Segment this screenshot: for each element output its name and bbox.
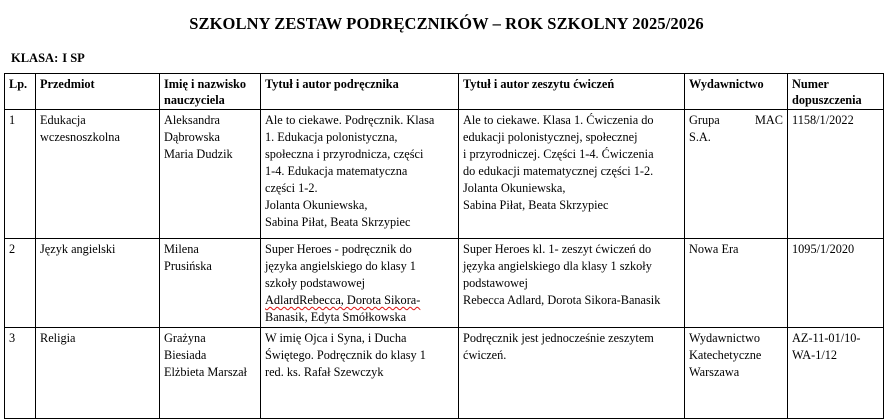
cell-line: podstawowej (463, 276, 528, 290)
table-row (5, 239, 884, 328)
cell-line: AZ-11-01/10- (792, 331, 861, 345)
cell-line: języka angielskiego dla klasy 1 szkoły (463, 259, 652, 273)
cell-teacher (160, 328, 261, 419)
cell-publisher (685, 328, 788, 419)
publisher-word: Grupa (689, 113, 720, 127)
class-label-key: KLASA: (11, 51, 59, 65)
cell-line: Jolanta Okuniewska, (265, 198, 368, 212)
cell-line: Wydawnictwo (689, 331, 760, 345)
cell-line: Religia (40, 331, 76, 345)
cell-line: Maria Dudzik (164, 147, 233, 161)
cell-lp: 3 (5, 328, 36, 419)
header-approval-number (788, 74, 884, 110)
cell-line: ćwiczeń. (463, 348, 507, 362)
cell-subject (36, 239, 160, 328)
cell-textbook (261, 110, 459, 239)
cell-line: i przyrodniczej. Części 1-4. Ćwiczenia (463, 147, 654, 161)
cell-line: S.A. (689, 130, 711, 144)
cell-subject (36, 328, 160, 419)
cell-line: Język angielski (40, 242, 116, 256)
cell-line: Elżbieta Marszał (164, 365, 247, 379)
page-title: SZKOLNY ZESTAW PODRĘCZNIKÓW – ROK SZKOLNY 2025/2026 (189, 14, 704, 33)
cell-textbook (261, 328, 459, 419)
publisher-word: MAC (754, 113, 783, 127)
cell-workbook (459, 239, 685, 328)
header-approval-line: dopuszczenia (792, 93, 862, 107)
cell-line: Warszawa (689, 365, 740, 379)
cell-line: edukacji polonistycznej, społecznej (463, 130, 638, 144)
class-label-value: I SP (62, 51, 85, 65)
cell-line: W imię Ojca i Syna, i Ducha (265, 331, 407, 345)
cell-textbook (261, 239, 459, 328)
cell-line: Sabina Piłat, Beata Skrzypiec (265, 215, 411, 229)
cell-line: Milena (164, 242, 199, 256)
cell-line: Katechetyczne (689, 348, 762, 362)
cell-line: WA-1/12 (792, 348, 838, 362)
header-subject: Przedmiot (36, 74, 160, 110)
header-row (5, 74, 884, 110)
publisher-line (689, 112, 783, 129)
cell-approval-number (788, 328, 884, 419)
cell-line: wczesnoszkolna (40, 130, 120, 144)
cell-line: Prusińska (164, 259, 212, 273)
cell-line: Sabina Piłat, Beata Skrzypiec (463, 198, 609, 212)
class-label (11, 51, 85, 66)
cell-workbook (459, 110, 685, 239)
header-teacher (160, 74, 261, 110)
header-teacher-line: nauczyciela (164, 93, 225, 107)
cell-line: Ale to ciekawe. Klasa 1. Ćwiczenia do (463, 113, 654, 127)
cell-line: Aleksandra (164, 113, 220, 127)
cell-line: Edukacja (40, 113, 86, 127)
cell-approval-number: 1095/1/2020 (788, 239, 884, 328)
cell-lp: 1 (5, 110, 36, 239)
cell-line: części 1-2. (265, 181, 318, 195)
cell-line: Podręcznik jest jednocześnie zeszytem (463, 331, 654, 345)
header-lp: Lp. (5, 74, 36, 110)
header-approval-line: Numer (792, 77, 829, 91)
cell-publisher (685, 239, 788, 328)
cell-lp: 2 (5, 239, 36, 328)
cell-line: 1. Edukacja polonistyczna, (265, 130, 398, 144)
cell-publisher (685, 110, 788, 239)
cell-line: do edukacji matematycznej części 1-2. (463, 164, 654, 178)
cell-teacher (160, 239, 261, 328)
cell-line: społeczna i przyrodnicza, części (265, 147, 424, 161)
cell-teacher (160, 110, 261, 239)
header-publisher: Wydawnictwo (685, 74, 788, 110)
cell-line: Super Heroes - podręcznik do (265, 242, 412, 256)
header-workbook: Tytuł i autor zeszytu ćwiczeń (459, 74, 685, 110)
header-textbook: Tytuł i autor podręcznika (261, 74, 459, 110)
cell-subject (36, 110, 160, 239)
cell-line: języka angielskiego do klasy 1 (265, 259, 416, 273)
textbook-table (4, 73, 884, 419)
cell-line: AdlardRebecca, Dorota Sikora- (265, 293, 421, 307)
cell-line: Super Heroes kl. 1- zeszyt ćwiczeń do (463, 242, 652, 256)
cell-line: szkoły podstawowej (265, 276, 366, 290)
cell-line: Świętego. Podręcznik do klasy 1 (265, 348, 426, 362)
table-row (5, 328, 884, 419)
cell-line: Banasik, Edyta Smółkowska (265, 310, 407, 324)
cell-line: Rebecca Adlard, Dorota Sikora-Banasik (463, 293, 661, 307)
cell-line: Nowa Era (689, 242, 739, 256)
cell-line: Dąbrowska (164, 130, 221, 144)
cell-line: red. ks. Rafał Szewczyk (265, 365, 384, 379)
header-teacher-line: Imię i nazwisko (164, 77, 246, 91)
cell-line: Grażyna (164, 331, 206, 345)
cell-line: 1-4. Edukacja matematyczna (265, 164, 408, 178)
cell-approval-number: 1158/1/2022 (788, 110, 884, 239)
cell-line: Ale to ciekawe. Podręcznik. Klasa (265, 113, 435, 127)
cell-workbook (459, 328, 685, 419)
cell-line: Jolanta Okuniewska, (463, 181, 566, 195)
cell-line: Biesiada (164, 348, 207, 362)
table-row (5, 110, 884, 239)
